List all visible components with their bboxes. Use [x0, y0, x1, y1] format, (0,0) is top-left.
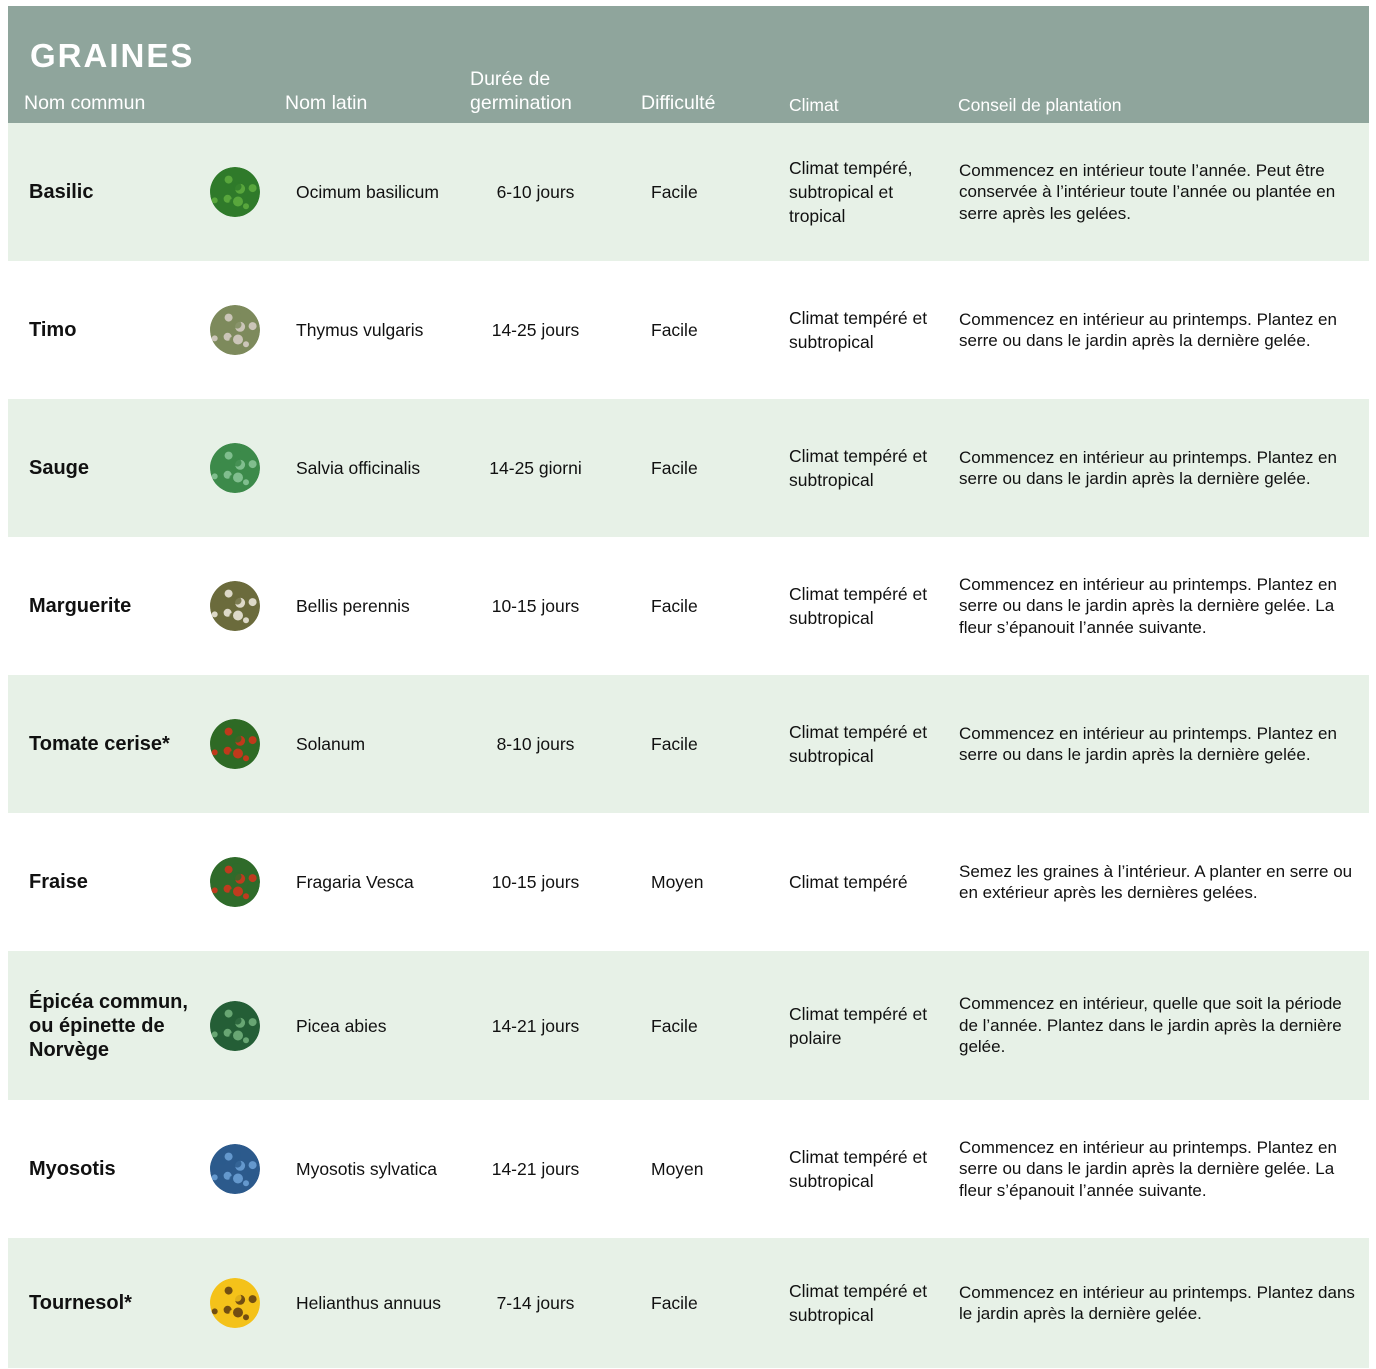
table-row — [8, 813, 1369, 951]
table-row — [8, 399, 1369, 537]
table-row — [8, 537, 1369, 675]
sage-photo — [210, 443, 260, 493]
sunflower-photo — [210, 1278, 260, 1328]
climate: Climat tempéré et polaire — [789, 1003, 928, 1048]
table-row — [8, 951, 1369, 1100]
col-header-common-name: Nom commun — [24, 92, 146, 114]
climate: Climat tempéré et subtropical — [789, 1281, 928, 1325]
difficulty: Moyen — [651, 1159, 704, 1179]
difficulty: Facile — [651, 596, 698, 616]
table-row — [8, 1100, 1369, 1238]
germination-duration: 10-15 jours — [491, 596, 580, 616]
common-name: Basilic — [29, 181, 94, 203]
climate: Climat tempéré et subtropical — [789, 584, 928, 628]
common-name: Épicéa commun, ou épinette de Norvège — [29, 990, 188, 1061]
difficulty: Facile — [651, 1015, 698, 1036]
planting-advice: Commencez en intérieur au printemps. Plantez en serre ou dans le jardin après la dernière gelée. La fleur s’épanouit l’année suivante. — [959, 1137, 1337, 1200]
germination-duration: 8-10 jours — [496, 734, 575, 754]
table-header — [8, 6, 1369, 123]
page-title: GRAINES — [30, 37, 195, 74]
germination-duration: 14-21 jours — [491, 1015, 580, 1036]
planting-advice: Commencez en intérieur toute l’année. Peut être conservée à l’intérieur toute l’année ou plantée en serre après les gelées. — [959, 160, 1336, 223]
spruce-photo — [210, 1001, 260, 1051]
difficulty: Facile — [651, 182, 698, 202]
climate: Climat tempéré et subtropical — [789, 446, 928, 490]
common-name: Timo — [29, 319, 77, 341]
difficulty: Facile — [651, 734, 698, 754]
latin-name: Salvia officinalis — [296, 458, 421, 478]
col-header-germination: Durée de germination — [470, 68, 572, 114]
planting-advice: Commencez en intérieur, quelle que soit la période de l’année. Plantez dans le jardin après la dernière gelée. — [959, 994, 1342, 1057]
germination-duration: 7-14 jours — [496, 1293, 575, 1313]
planting-advice: Commencez en intérieur au printemps. Plantez en serre ou dans le jardin après la dernière gelée. La fleur s’épanouit l’année suivante. — [959, 574, 1337, 637]
planting-advice: Commencez en intérieur au printemps. Plantez en serre ou dans le jardin après la dernière gelée. — [959, 309, 1337, 350]
table-row — [8, 123, 1369, 261]
common-name: Tournesol* — [29, 1292, 132, 1314]
col-header-latin-name: Nom latin — [285, 92, 368, 114]
germination-duration: 10-15 jours — [491, 872, 580, 892]
planting-advice: Commencez en intérieur au printemps. Plantez dans le jardin après la dernière gelée. — [959, 1282, 1355, 1323]
latin-name: Picea abies — [296, 1015, 387, 1036]
latin-name: Bellis perennis — [296, 596, 410, 616]
latin-name: Solanum — [296, 734, 366, 754]
table-row — [8, 675, 1369, 813]
col-header-difficulty: Difficulté — [641, 92, 716, 114]
planting-advice: Semez les graines à l’intérieur. A planter en serre ou en extérieur après les dernières gelées. — [959, 861, 1353, 902]
climate: Climat tempéré — [789, 872, 908, 892]
germination-duration: 14-21 jours — [491, 1159, 580, 1179]
planting-advice: Commencez en intérieur au printemps. Plantez en serre ou dans le jardin après la dernière gelée. — [959, 447, 1337, 488]
common-name: Myosotis — [29, 1158, 116, 1180]
climate: Climat tempéré et subtropical — [789, 1147, 928, 1191]
cherry-tomato-photo — [210, 719, 260, 769]
forget-me-not-photo — [210, 1144, 260, 1194]
difficulty: Facile — [651, 320, 698, 340]
germination-duration: 14-25 jours — [491, 320, 580, 340]
col-header-climate: Climat — [789, 95, 839, 115]
latin-name: Ocimum basilicum — [296, 182, 439, 202]
difficulty: Facile — [651, 1293, 698, 1313]
thyme-photo — [210, 305, 260, 355]
germination-duration: 6-10 jours — [496, 182, 575, 202]
latin-name: Thymus vulgaris — [296, 320, 424, 340]
climate: Climat tempéré et subtropical — [789, 722, 928, 766]
difficulty: Facile — [651, 458, 698, 478]
germination-duration: 14-25 giorni — [489, 458, 582, 478]
daisy-photo — [210, 581, 260, 631]
latin-name: Myosotis sylvatica — [296, 1159, 438, 1179]
common-name: Sauge — [29, 457, 90, 479]
seed-table — [8, 6, 1369, 1368]
difficulty: Moyen — [651, 872, 704, 892]
col-header-advice: Conseil de plantation — [958, 95, 1122, 115]
table-row — [8, 261, 1369, 399]
climate: Climat tempéré et subtropical — [789, 308, 928, 352]
table-row — [8, 1238, 1369, 1368]
common-name: Tomate cerise* — [29, 733, 170, 755]
climate: Climat tempéré, subtropical et tropical — [789, 158, 913, 226]
planting-advice: Commencez en intérieur au printemps. Plantez en serre ou dans le jardin après la dernière gelée. — [959, 723, 1337, 764]
latin-name: Helianthus annuus — [296, 1293, 441, 1313]
basil-photo — [210, 167, 260, 217]
latin-name: Fragaria Vesca — [296, 872, 414, 892]
strawberry-photo — [210, 857, 260, 907]
common-name: Fraise — [29, 871, 88, 893]
common-name: Marguerite — [29, 595, 132, 617]
